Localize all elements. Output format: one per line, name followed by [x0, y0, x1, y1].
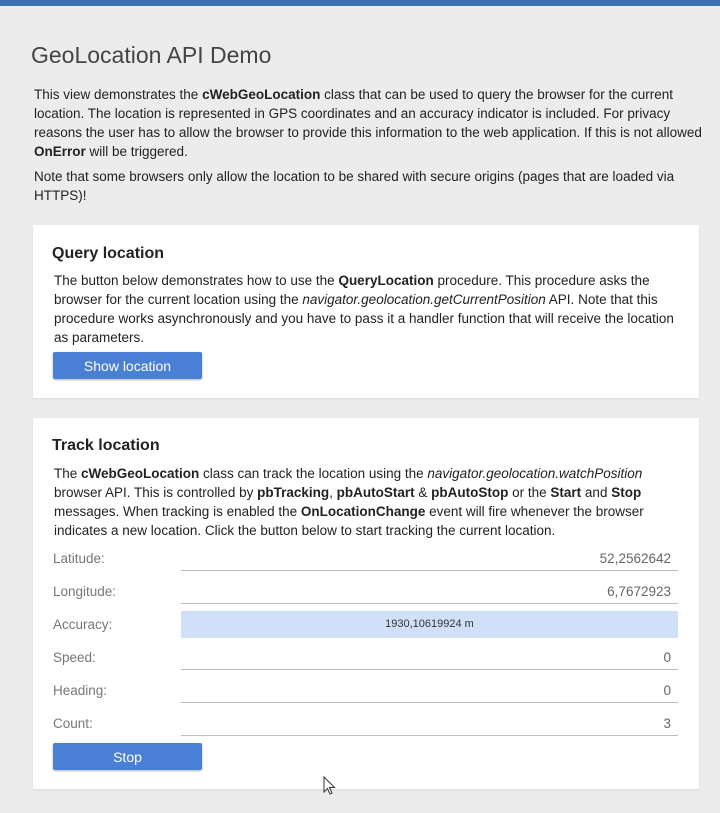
heading-row — [33, 678, 699, 704]
longitude-label: Longitude: — [53, 584, 117, 599]
show-location-button[interactable]: Show location — [53, 352, 202, 379]
query-location-panel — [33, 225, 699, 398]
latitude-row — [33, 546, 699, 572]
accuracy-indicator: 1930,10619924 m — [181, 611, 678, 638]
speed-label: Speed: — [53, 650, 96, 665]
count-label: Count: — [53, 716, 93, 731]
top-accent-bar — [0, 0, 720, 6]
track-location-panel — [33, 418, 699, 789]
longitude-row — [33, 579, 699, 605]
speed-row — [33, 645, 699, 671]
heading-label: Heading: — [53, 683, 108, 698]
accuracy-label: Accuracy: — [53, 617, 113, 632]
page-title: GeoLocation API Demo — [31, 42, 272, 68]
query-location-description: The button below demonstrates how to use the QueryLocation procedure. This procedure asks the browser for the current location using the navigator.geolocation.getCurrentPosition API. Note that this procedure works asynchronously and you have to pass it a handler function that will receive the location as parameters. — [54, 273, 674, 345]
intro-paragraph: This view demonstrates the cWebGeoLocation class that can be used to query the browser for the current location. The location is represented in GPS coordinates and an accuracy indicator is included. For privacy reasons the user has to allow the browser to provide this information to the web application. If this is not allowed OnError will be triggered. — [34, 87, 702, 159]
query-location-heading: Query location — [52, 245, 165, 262]
accuracy-row — [33, 611, 699, 637]
speed-field[interactable]: 0 — [181, 645, 678, 670]
latitude-field[interactable]: 52,2562642 — [181, 546, 678, 571]
latitude-label: Latitude: — [53, 551, 105, 566]
longitude-field[interactable]: 6,7672923 — [181, 579, 678, 604]
intro-text — [34, 85, 704, 211]
track-location-description: The cWebGeoLocation class can track the location using the navigator.geolocation.watchPosition browser API. This is controlled by pbTracking, pbAutoStart & pbAutoStop or the Start and Stop messages. When tracking is enabled the OnLocationChange event will fire whenever the browser indicates a new location. Click the button below to start tracking the current location. — [54, 466, 644, 538]
count-row — [33, 711, 699, 737]
mouse-cursor-icon — [323, 776, 337, 796]
count-field[interactable]: 3 — [181, 711, 678, 736]
track-location-heading: Track location — [52, 437, 160, 454]
intro-note: Note that some browsers only allow the location to be shared with secure origins (pages that are loaded via HTTPS)! — [34, 169, 675, 203]
stop-button[interactable]: Stop — [53, 743, 202, 770]
heading-field[interactable]: 0 — [181, 678, 678, 703]
